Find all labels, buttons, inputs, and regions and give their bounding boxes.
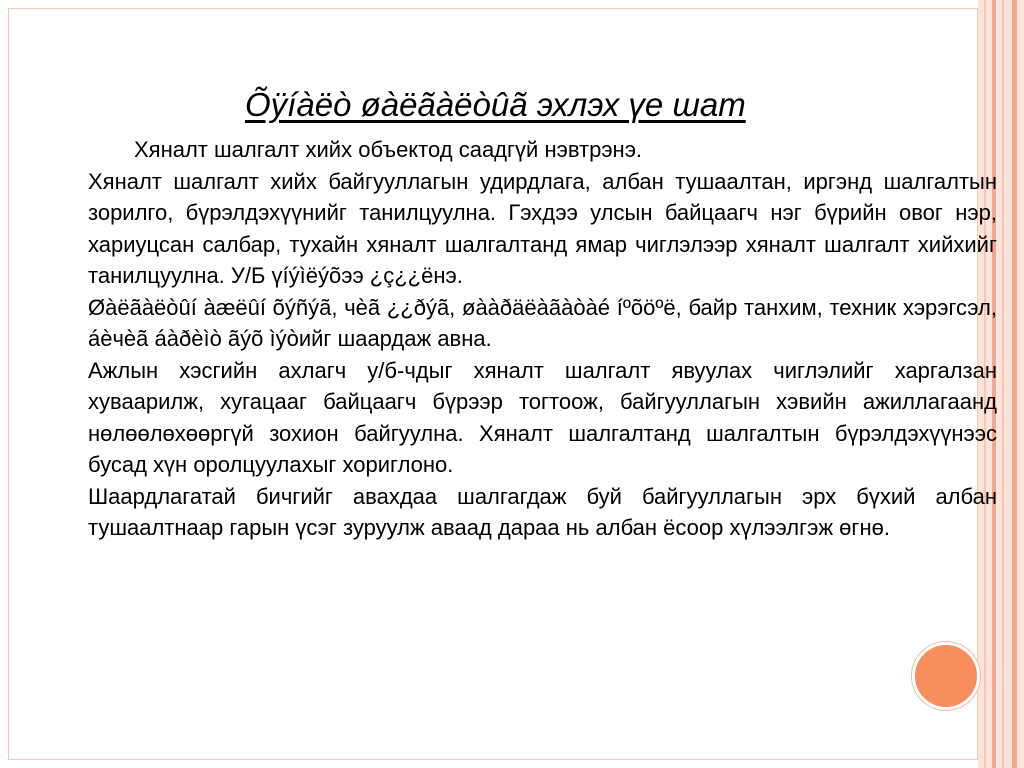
slide-title: Õÿíàëò øàëãàëòûã эхлэх үе шат <box>245 86 746 123</box>
stripe <box>1002 0 1004 768</box>
paragraph: Шаардлагатай бичгийг авахдаа шалгагдаж буй байгууллагын эрх бүхий албан тушаалтнаар гарын үсэг зуруулж аваад дараа нь албан ёсоор хүлээлгэж өгнө. <box>88 483 997 540</box>
paragraph: Хяналт шалгалт хийх объектод саадгүй нэвтрэнэ. <box>134 137 643 162</box>
paragraph: Ажлын хэсгийн ахлагч у/б-чдыг хяналт шалгалт явуулах чиглэлийг харгалзан хуваарилж, хугацааг байцаагч бүрээр тогтоож, байгууллагын хэвийн ажиллагаанд нөлөөлөхөөргүй зохион байгуулна. Хяналт шалгалтанд шалгалтын бүрэлдэхүүнээс бусад хүн оролцуулахыг хориглоно. <box>88 357 997 477</box>
stripe <box>1012 0 1017 768</box>
paragraph: Øàëãàëòûí àæëûí õýñýã, чèã ¿¿ðýã, øààðäëàãàòàé íºõöºë, байр танхим, техник хэрэгсэл, áèчèã áàðèìò ãýõ ìýòийг шаардаж авна. <box>88 294 997 351</box>
decorative-circle <box>912 642 980 710</box>
slide-body <box>88 134 997 544</box>
paragraph: Хяналт шалгалт хийх байгууллагын удирдлага, албан тушаалтан, иргэнд шалгалтын зорилго, бүрэлдэхүүнийг танилцуулна. Гэхдээ улсын байцаагч нэг бүрийн овог нэр, хариуцсан салбар, тухайн хяналт шалгалтанд ямар чиглэлээр хяналт шалгалт хийхийг танилцуулна. У/Б үíýìëýõээ ¿ç¿¿ëнэ. <box>88 168 997 288</box>
